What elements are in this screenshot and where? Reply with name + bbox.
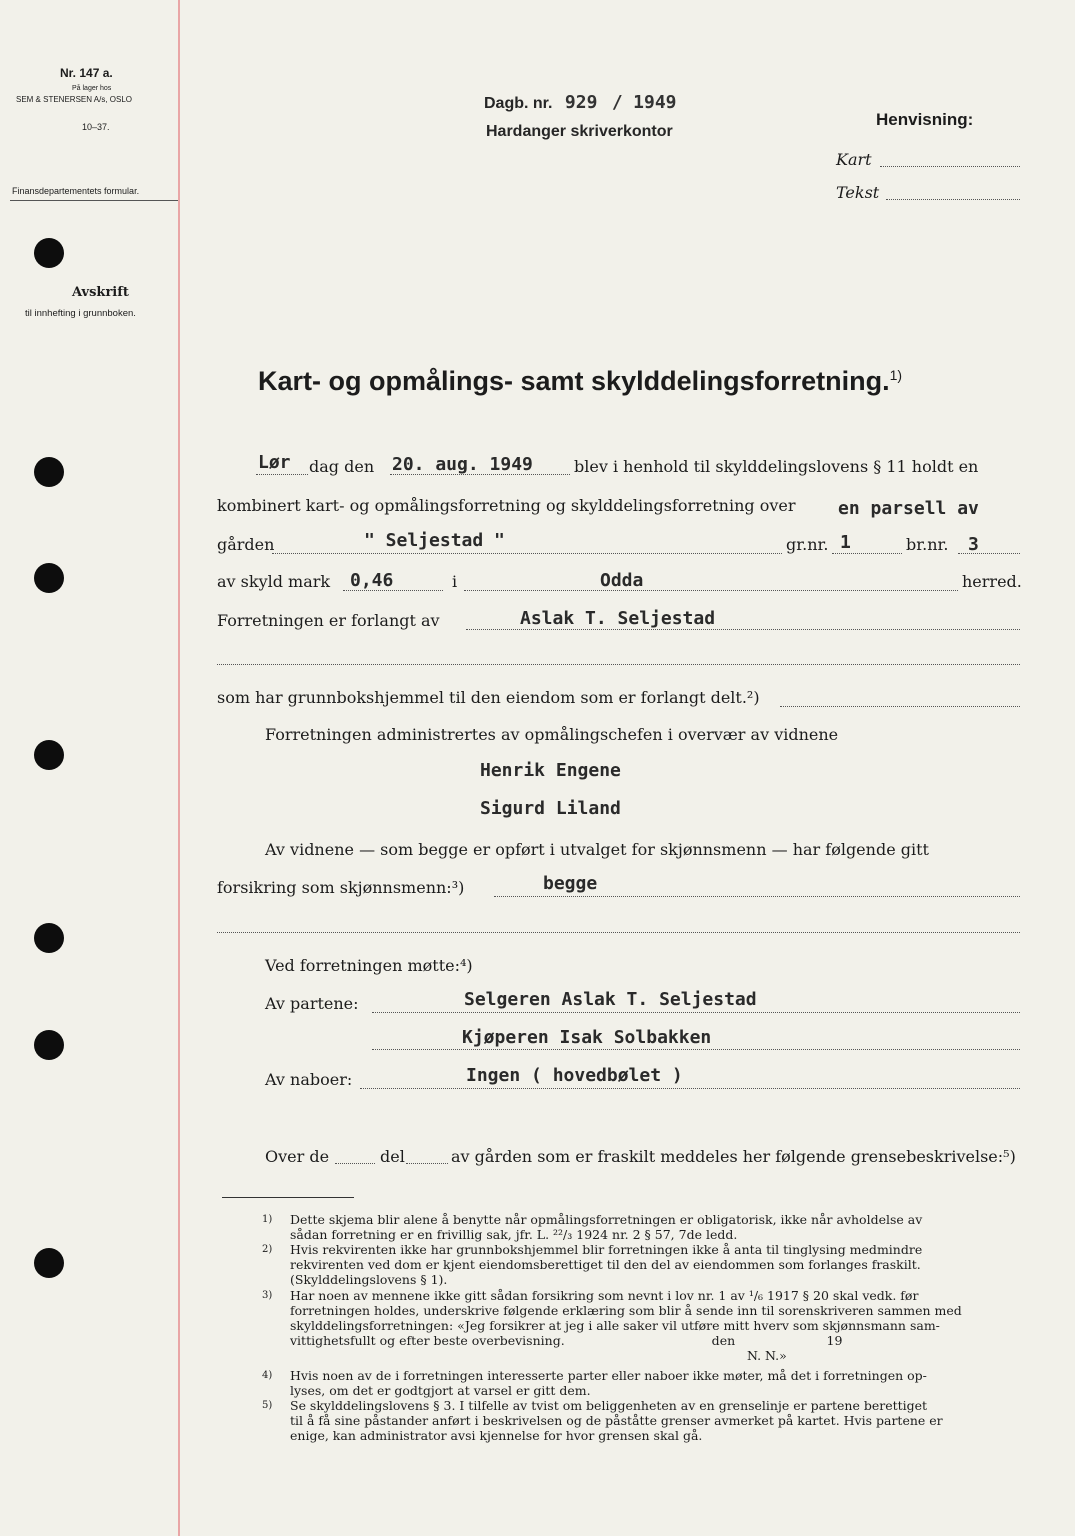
insurance-line-2	[217, 932, 1020, 933]
dagb-stamp	[484, 92, 677, 113]
reference-tekst-label: Tekst	[836, 183, 880, 202]
footnote-line: (Skylddelingslovens § 1).	[290, 1272, 448, 1287]
text-over-de: Over de	[265, 1147, 330, 1166]
text-hjemmel: som har grunnbokshjemmel til den eiendom som er forlangt delt.²)	[217, 688, 760, 707]
requester-line-2	[217, 664, 1020, 665]
text-forlangt: Forretningen er forlangt av	[217, 611, 440, 630]
text-grnr: gr.nr.	[786, 535, 829, 554]
punch-hole	[34, 923, 64, 953]
skyld-value: 0,46	[350, 570, 394, 591]
object-value: en parsell av	[838, 498, 979, 519]
punch-hole	[34, 457, 64, 487]
municipality-line	[464, 590, 958, 591]
footnote-line: vittighetsfullt og efter beste overbevisning. den 19	[290, 1333, 843, 1348]
dagb-label: Dagb. nr.	[484, 95, 553, 112]
footnote-line: forretningen holdes, underskrive følgende erklæring som blir å sende inn til sorenskriveren sammen med	[290, 1303, 962, 1318]
text-kombinert: kombinert kart- og opmålingsforretning og skylddelingsforretning over	[217, 496, 796, 515]
footnote-line: rekvirenten ved dom er kjent eiendomsberettiget til den del av eiendommen som forlanges fraskilt.	[290, 1257, 921, 1272]
footnote-line: Hvis rekvirenten ikke har grunnbokshjemmel blir forretningen ikke å anta til tinglysing medmindre	[290, 1242, 923, 1257]
insurance-value: begge	[543, 873, 598, 894]
punch-hole	[34, 740, 64, 770]
footnote-line: enige, kan administrator avsi kjennelse for hvor grensen skal gå.	[290, 1428, 703, 1443]
witness-1: Henrik Engene	[480, 760, 621, 781]
neighbours-value: Ingen ( hovedbølet )	[466, 1065, 683, 1086]
party-line-2	[372, 1049, 1020, 1050]
requester-line	[466, 629, 1020, 630]
text-del: del	[380, 1147, 405, 1166]
reference-kart-line	[880, 166, 1020, 167]
page-title-text: Kart- og opmålings- samt skylddelingsforretning.	[258, 366, 890, 396]
footnote-line: til å få sine påstander anført i beskrivelsen og de påståtte grenser avmerket på kartet. Hvis partene er	[290, 1413, 943, 1428]
text-blev: blev i henhold til skylddelingslovens § 11 holdt en	[574, 457, 979, 476]
footnote-1	[290, 1212, 922, 1242]
party-2: Kjøperen Isak Solbakken	[462, 1027, 712, 1048]
brnr-line	[958, 553, 1020, 554]
footnote-2-num: 2)	[262, 1244, 273, 1255]
footnote-line: Hvis noen av de i forretningen interesserte parter eller naboer ikke møter, må det i forretningen op-	[290, 1368, 927, 1383]
skyld-line	[343, 590, 443, 591]
form-number: Nr. 147 a.	[60, 66, 113, 80]
over-de-line	[335, 1163, 375, 1164]
reference-kart-label: Kart	[836, 150, 872, 169]
footnote-line: lyses, om det er godtgjort at varsel er gitt dem.	[290, 1383, 591, 1398]
printer-line2: SEM & STENERSEN A/s, OSLO	[16, 95, 133, 104]
grnr-line	[832, 553, 902, 554]
date-value: 20. aug. 1949	[392, 454, 533, 475]
footnote-5-num: 5)	[262, 1400, 273, 1411]
text-herred: herred.	[962, 572, 1022, 591]
hjemmel-line	[780, 706, 1020, 707]
footnote-4	[290, 1368, 927, 1398]
footnote-line: skylddelingsforretningen: «Jeg forsikrer at jeg i alle saker vil utføre mitt hverv som skjønnsmann sam-	[290, 1318, 940, 1333]
footnote-line: Se skylddelingslovens § 3. I tilfelle av tvist om beliggenheten av en grenselinje er partene berettiget	[290, 1398, 928, 1413]
date-line	[390, 474, 570, 475]
footnote-line: N. N.»	[290, 1348, 787, 1363]
del-line	[406, 1163, 448, 1164]
text-administreres: Forretningen administrertes av opmålingschefen i overvær av vidnene	[265, 725, 839, 744]
punch-hole	[34, 1248, 64, 1278]
text-i: i	[452, 572, 458, 591]
footnote-line: sådan forretning er en frivillig sak, jfr. L. ²²/₃ 1924 nr. 2 § 57, 7de ledd.	[290, 1227, 738, 1242]
insurance-line	[494, 896, 1020, 897]
margin-rule	[178, 0, 180, 1536]
printer-line1: På lager hos	[72, 85, 112, 92]
dagb-year: 1949	[633, 92, 677, 113]
text-grense: av gården som er fraskilt meddeles her følgende grensebeskrivelse:⁵)	[451, 1147, 1016, 1166]
page-title	[258, 366, 902, 397]
dagb-number: 929	[564, 92, 598, 113]
text-partene: Av partene:	[265, 994, 359, 1013]
party-1: Selgeren Aslak T. Seljestad	[464, 989, 757, 1010]
punch-hole	[34, 1030, 64, 1060]
farm-name: " Seljestad "	[364, 530, 505, 551]
avskrift-note: til innhefting i grunnboken.	[25, 308, 136, 319]
ministry-label: Finansdepartementets formular.	[12, 186, 140, 196]
day-line	[256, 474, 308, 475]
footnote-line: Har noen av mennene ikke gitt sådan forsikring som nevnt i lov nr. 1 av ¹/₆ 1917 § 20 skal vedk. før	[290, 1288, 919, 1303]
title-footnote-ref: 1)	[889, 367, 903, 383]
day-name: Lør	[258, 452, 291, 473]
reference-tekst-line	[886, 199, 1020, 200]
reference-title: Henvisning:	[876, 110, 974, 129]
footnote-5	[290, 1398, 943, 1443]
avskrift-title: Avskrift	[72, 285, 129, 300]
text-forsikring: forsikring som skjønnsmenn:³)	[217, 878, 465, 897]
print-date: 10–37.	[82, 122, 110, 132]
text-motte: Ved forretningen møtte:⁴)	[265, 956, 473, 975]
footnote-divider	[222, 1197, 354, 1198]
party-line-1	[372, 1012, 1020, 1013]
requester-value: Aslak T. Seljestad	[520, 608, 716, 629]
brnr-value: 3	[968, 534, 979, 555]
footnote-line: Dette skjema blir alene å benytte når opmålingsforretningen er obligatorisk, ikke når avholdelse av	[290, 1212, 923, 1227]
municipality-value: Odda	[600, 570, 644, 591]
office-stamp: Hardanger skriverkontor	[486, 123, 673, 140]
header-divider	[10, 200, 178, 201]
text-dag-den: dag den	[309, 457, 375, 476]
text-av-skyld: av skyld mark	[217, 572, 331, 591]
punch-hole	[34, 563, 64, 593]
text-garden: gården	[217, 535, 275, 554]
text-naboer: Av naboer:	[265, 1070, 353, 1089]
text-vidnene: Av vidnene — som begge er opført i utvalget for skjønnsmenn — har følgende gitt	[265, 840, 929, 859]
text-brnr: br.nr.	[906, 535, 949, 554]
dagb-separator: /	[611, 92, 623, 113]
footnote-3	[290, 1288, 962, 1363]
punch-hole	[34, 238, 64, 268]
neighbours-line	[360, 1088, 1020, 1089]
footnote-1-num: 1)	[262, 1214, 273, 1225]
witness-2: Sigurd Liland	[480, 798, 621, 819]
footnote-4-num: 4)	[262, 1370, 273, 1381]
farm-line	[272, 553, 782, 554]
footnote-2	[290, 1242, 922, 1287]
grnr-value: 1	[840, 532, 851, 553]
footnote-3-num: 3)	[262, 1290, 273, 1301]
